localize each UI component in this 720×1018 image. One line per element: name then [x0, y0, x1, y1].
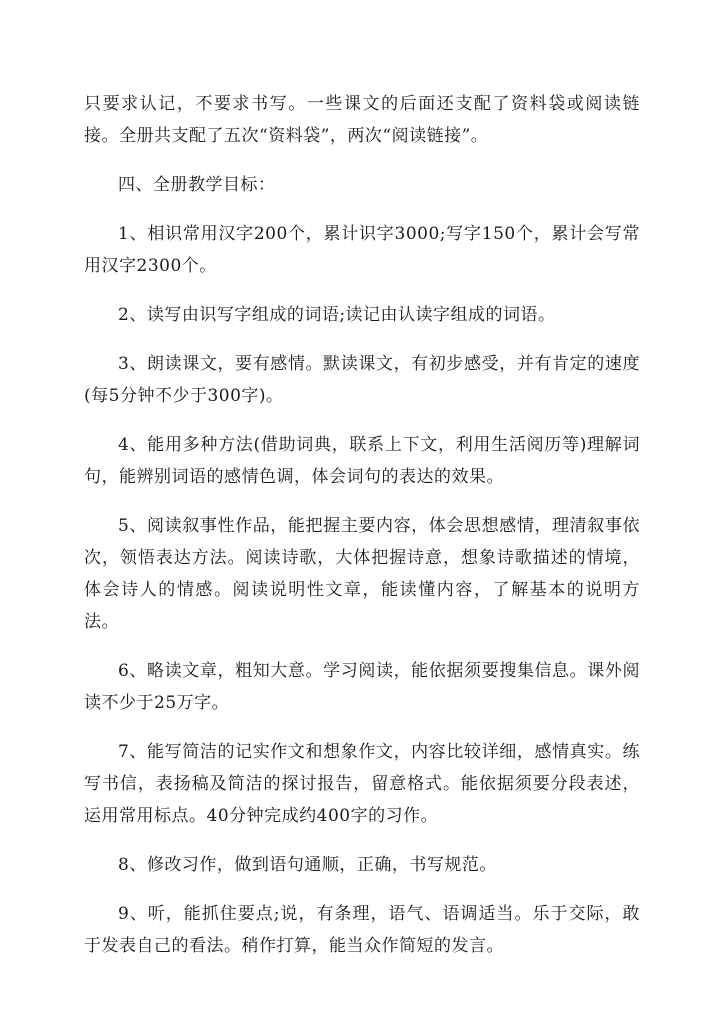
goal-item-1: 1、相识常用汉字200个，累计识字3000;写字150个，累计会写常用汉字2300个。 — [84, 224, 640, 276]
goal-item-5: 5、阅读叙事性作品，能把握主要内容，体会思想感情，理清叙事依次，领悟表达方法。阅读诗歌，大体把握诗意，想象诗歌描述的情境，体会诗人的情感。阅读说明性文章，能读懂内容，了解基本的说明方法。 — [84, 516, 640, 632]
goal-item-4: 4、能用多种方法(借助词典，联系上下文，利用生活阅历等)理解词句，能辨别词语的感情色调，体会词句的表达的效果。 — [84, 435, 640, 487]
document-body — [84, 88, 640, 979]
goal-item-3: 3、朗读课文，要有感情。默读课文，有初步感受，并有肯定的速度(每5分钟不少于300字)。 — [84, 354, 640, 406]
goal-item-7: 7、能写简洁的记实作文和想象作文，内容比较详细，感情真实。练写书信，表扬稿及简洁的探讨报告，留意格式。能依据须要分段表述，运用常用标点。40分钟完成约400字的习作。 — [84, 742, 640, 826]
paragraph-continuation: 只要求认记，不要求书写。一些课文的后面还支配了资料袋或阅读链接。全册共支配了五次“资料袋”，两次“阅读链接”。 — [84, 94, 640, 146]
goal-item-9: 9、听，能抓住要点;说，有条理，语气、语调适当。乐于交际，敢于发表自己的看法。稍作打算，能当众作简短的发言。 — [84, 904, 640, 956]
goal-item-8: 8、修改习作，做到语句通顺，正确，书写规范。 — [118, 855, 497, 875]
goal-item-6: 6、略读文章，粗知大意。学习阅读，能依据须要搜集信息。课外阅读不少于25万字。 — [84, 661, 640, 713]
section-heading-goals: 四、全册教学目标： — [118, 175, 276, 195]
goal-item-2: 2、读写由识写字组成的词语;读记由认读字组成的词语。 — [118, 305, 556, 325]
